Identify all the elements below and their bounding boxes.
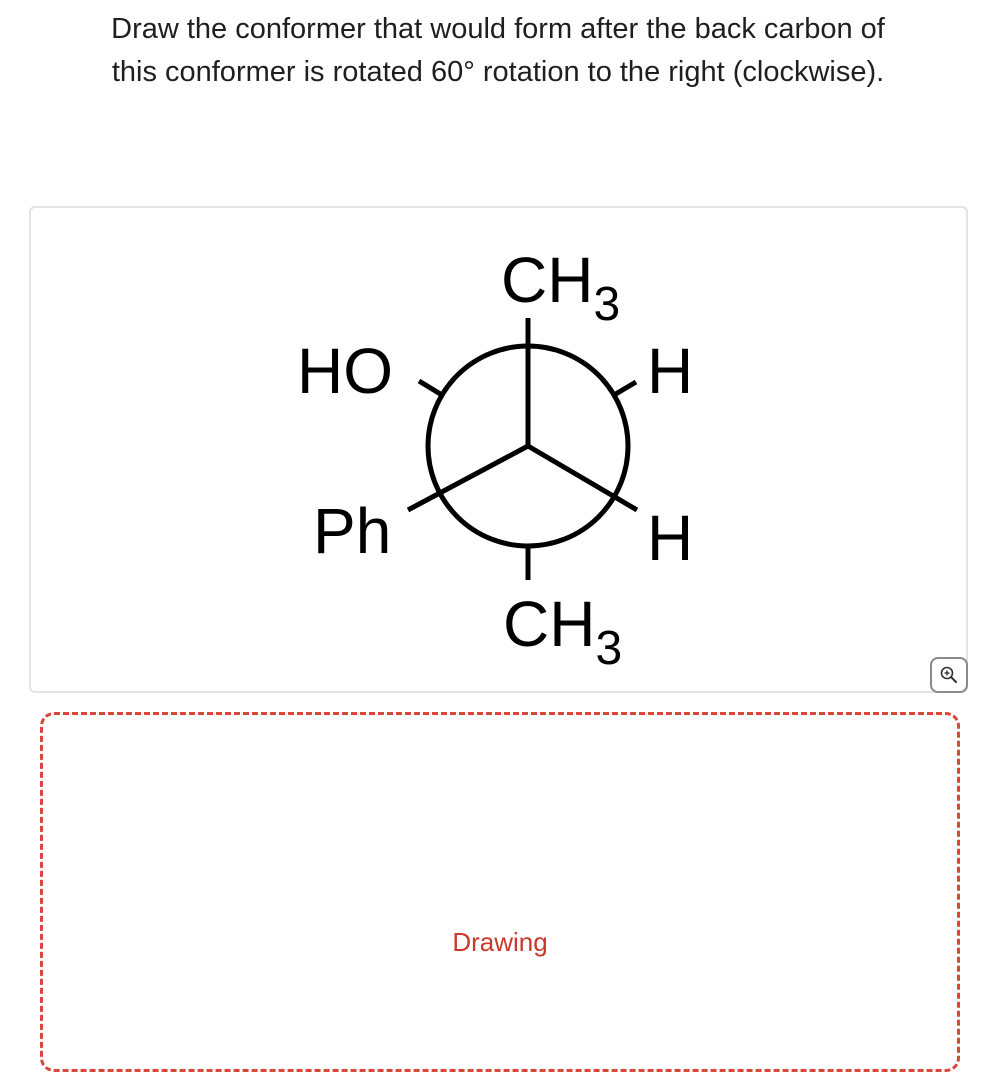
question-line-1: Draw the conformer that would form after the back carbon of bbox=[111, 13, 885, 45]
drawing-area[interactable] bbox=[40, 712, 960, 1072]
newman-projection-card bbox=[29, 206, 968, 693]
back-upper-right-group: H bbox=[647, 335, 694, 407]
front-lower-right-group: H bbox=[647, 502, 694, 574]
back-bond-upper-right bbox=[614, 382, 636, 395]
question-text bbox=[30, 8, 966, 94]
front-top-group: $CH_3$ bbox=[501, 244, 621, 331]
back-bottom-group: $CH_3$ bbox=[503, 588, 623, 675]
zoom-button[interactable] bbox=[930, 657, 968, 693]
back-upper-left-group: HO bbox=[297, 335, 393, 407]
newman-projection bbox=[31, 208, 970, 695]
zoom-in-icon bbox=[939, 665, 959, 685]
drawing-label: Drawing bbox=[452, 927, 548, 957]
front-lower-left-group: Ph bbox=[313, 495, 392, 567]
back-bond-upper-left bbox=[419, 381, 442, 395]
question-line-2: this conformer is rotated 60° rotation to the right (clockwise). bbox=[111, 56, 885, 88]
